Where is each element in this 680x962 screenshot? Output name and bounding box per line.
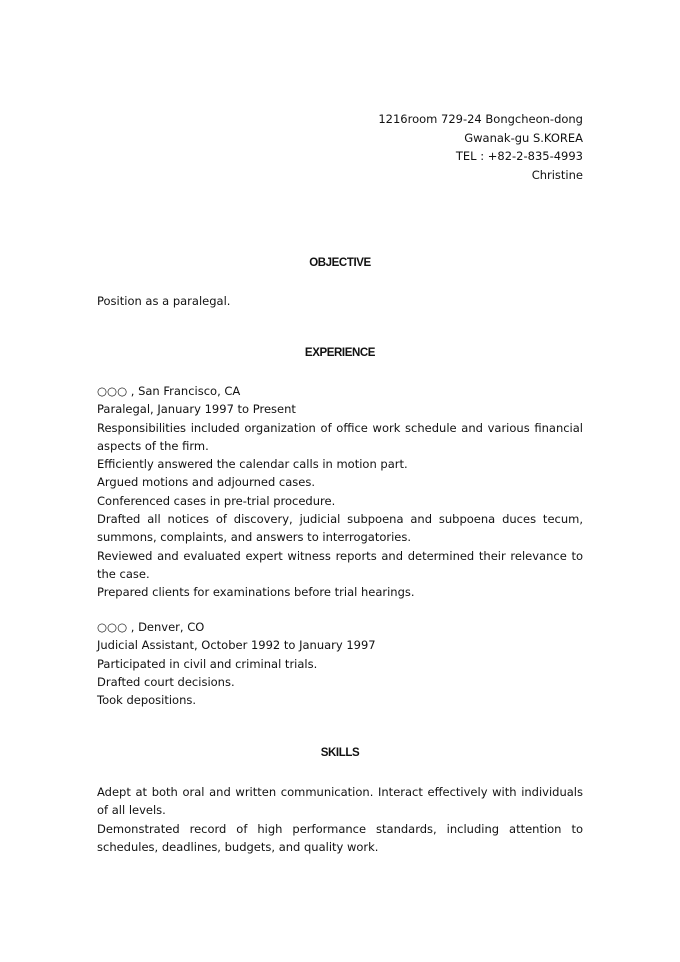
job-duty: Argued motions and adjourned cases. bbox=[97, 475, 316, 490]
experience-heading: EXPERIENCE bbox=[304, 347, 376, 359]
job-duty: Responsibilities included organization of office work schedule and various financial aspects of the firm. bbox=[97, 420, 583, 453]
skills-section bbox=[97, 783, 583, 856]
experience-job-2 bbox=[97, 618, 583, 709]
objective-heading: OBJECTIVE bbox=[309, 257, 371, 269]
job-duty: Prepared clients for examinations before trial hearings. bbox=[97, 585, 415, 600]
job-duty: Participated in civil and criminal trials. bbox=[97, 656, 318, 671]
address-line-1: 1216room 729-24 Bongcheon-dong bbox=[378, 112, 583, 126]
objective-section bbox=[97, 292, 583, 310]
job-duty: Reviewed and evaluated expert witness reports and determined their relevance to the case. bbox=[97, 548, 583, 581]
address-line-2: Gwanak-gu S.KOREA bbox=[464, 130, 583, 145]
experience-job-1 bbox=[97, 382, 583, 602]
telephone: TEL : +82-2-835-4993 bbox=[455, 149, 583, 163]
job-title: Judicial Assistant, October 1992 to January 1997 bbox=[97, 638, 376, 653]
contact-header bbox=[378, 110, 583, 184]
job-duty: Conferenced cases in pre-trial procedure. bbox=[97, 493, 336, 508]
job-duty: Drafted court decisions. bbox=[97, 674, 235, 689]
skill-item: Demonstrated record of high performance standards, including attention to schedules, deadlines, budgets, and quality work. bbox=[97, 821, 583, 854]
job-duty: Drafted all notices of discovery, judicial subpoena and subpoena duces tecum, summons, complaints, and answers to interrogatories. bbox=[97, 512, 583, 545]
job-duty: Efficiently answered the calendar calls in motion part. bbox=[97, 457, 408, 472]
applicant-name: Christine bbox=[531, 167, 583, 182]
objective-text: Position as a paralegal. bbox=[97, 294, 231, 308]
skill-item: Adept at both oral and written communication. Interact effectively with individuals of all levels. bbox=[97, 785, 583, 818]
job-employer: ○○○ , San Francisco, CA bbox=[97, 384, 241, 398]
job-duty: Took depositions. bbox=[97, 693, 197, 708]
skills-heading: SKILLS bbox=[320, 747, 360, 759]
job-employer: ○○○ , Denver, CO bbox=[97, 620, 205, 634]
job-title: Paralegal, January 1997 to Present bbox=[97, 402, 296, 417]
